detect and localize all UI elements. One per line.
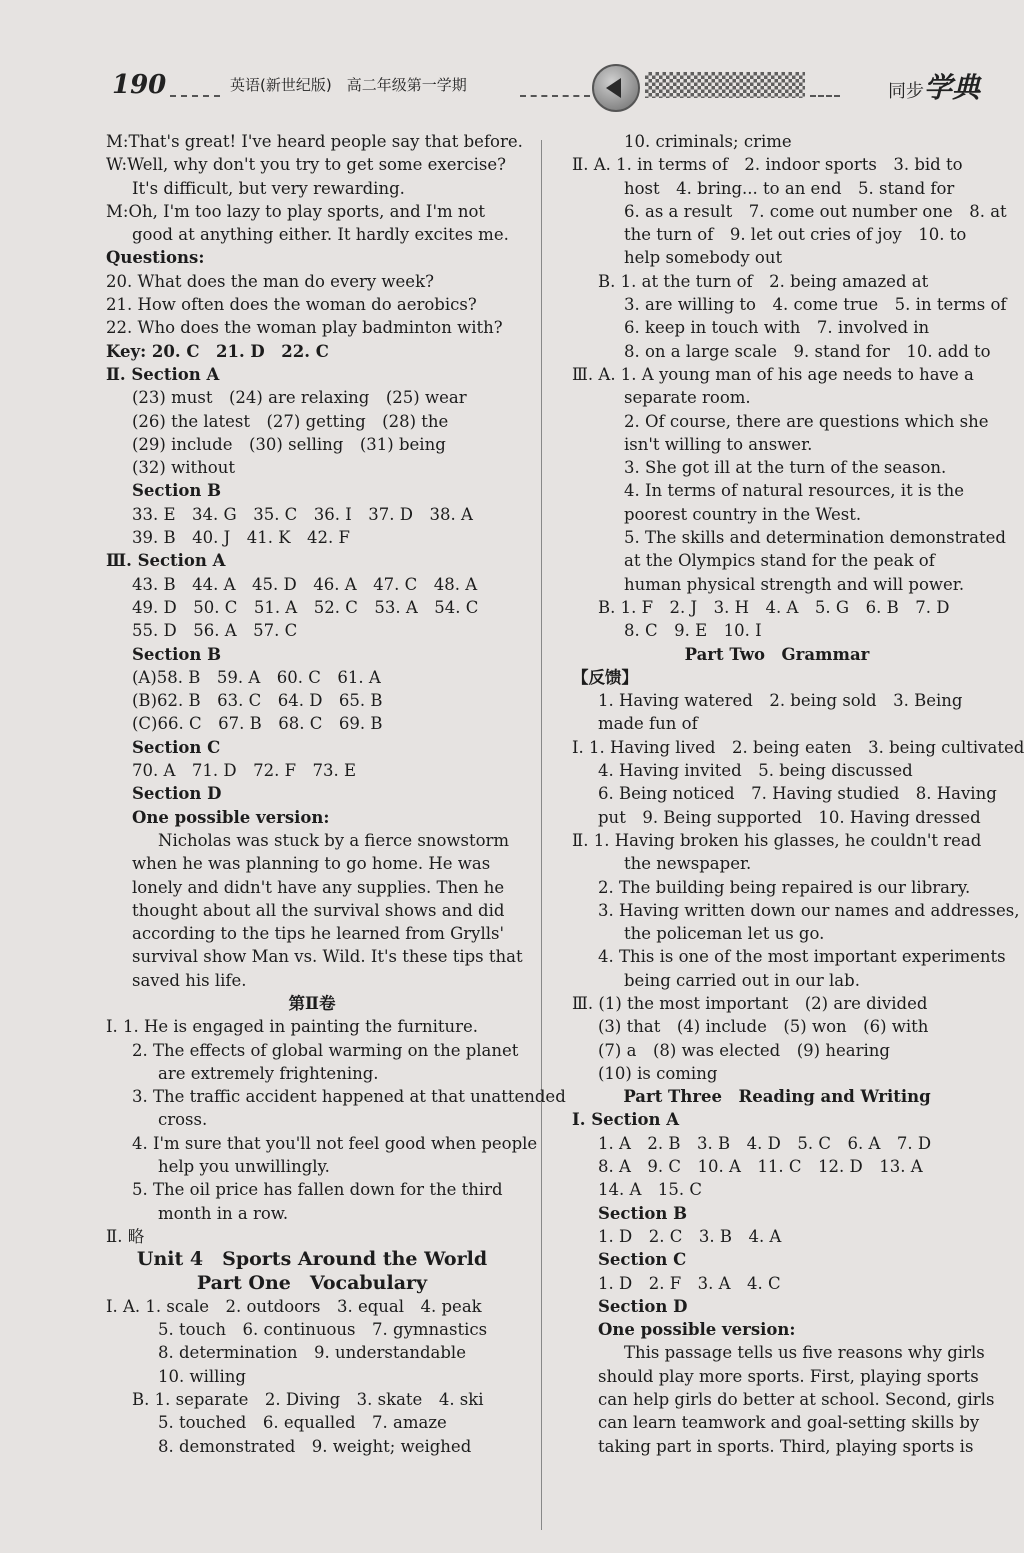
text-line: Section C [598, 1250, 687, 1270]
text-line: Section D [132, 784, 222, 804]
text-line: Section B [598, 1203, 688, 1223]
header-rule [810, 95, 840, 97]
book-subject: 英语(新世纪版) 高二年级第一学期 [230, 76, 467, 94]
text-line: 6. keep in touch with 7. involved in [624, 318, 930, 338]
text-line: W:Well, why don't you try to get some exercise? [106, 155, 506, 175]
text-line: M:That's great! I've heard people say that before. [106, 132, 523, 151]
text-line: 3. She got ill at the turn of the season. [624, 458, 947, 478]
text-line: Ⅱ. Section A [106, 364, 220, 384]
text-line: (26) the latest (27) getting (28) the [132, 411, 449, 431]
text-line: 8. C 9. E 10. I [624, 621, 762, 641]
text-line: (3) that (4) include (5) won (6) with [598, 1017, 929, 1037]
header-rule [520, 95, 590, 97]
text-line: (32) without [132, 458, 235, 478]
text-line: can help girls do better at school. Second, girls [598, 1390, 995, 1410]
text-line: This passage tells us five reasons why girls [624, 1343, 985, 1363]
text-line: M:Oh, I'm too lazy to play sports, and I'm not [106, 201, 486, 221]
text-line: B. 1. F 2. J 3. H 4. A 5. G 6. B 7. D [598, 597, 950, 617]
text-line: 5. The skills and determination demonstrated [624, 528, 1006, 548]
text-line: should play more sports. First, playing sports [598, 1366, 979, 1386]
text-line: Section D [598, 1296, 688, 1316]
text-line: good at anything either. It hardly excites me. [132, 225, 509, 245]
text-line: cross. [158, 1110, 208, 1130]
text-line: 5. touch 6. continuous 7. gymnastics [158, 1320, 488, 1340]
text-line: 20. What does the man do every week? [106, 271, 434, 291]
text-line: Ⅱ. 1. Having broken his glasses, he couldn't read [572, 830, 982, 850]
text-line: lonely and didn't have any supplies. Then he [132, 877, 505, 897]
text-line: Ⅰ. Section A [572, 1110, 680, 1130]
checker-pattern-decoration [645, 72, 805, 98]
text-line: 1. Having watered 2. being sold 3. Being [598, 691, 963, 711]
text-line: 1. A 2. B 3. B 4. D 5. C 6. A 7. D [598, 1133, 932, 1153]
text-line: help you unwillingly. [158, 1157, 330, 1177]
text-line: are extremely frightening. [158, 1063, 379, 1083]
text-line: 2. Of course, there are questions which she [624, 411, 989, 431]
text-line: B. 1. at the turn of 2. being amazed at [598, 271, 929, 291]
text-line: separate room. [624, 388, 751, 408]
text-line: (7) a (8) was elected (9) hearing [598, 1040, 890, 1060]
header-rule [170, 95, 220, 97]
text-line: human physical strength and will power. [624, 574, 965, 594]
text-line: poorest country in the West. [624, 504, 862, 524]
text-line: (C)66. C 67. B 68. C 69. B [132, 714, 383, 734]
text-line: 39. B 40. J 41. K 42. F [132, 528, 350, 548]
text-line: (A)58. B 59. A 60. C 61. A [132, 667, 381, 687]
text-line: 2. The building being repaired is our library. [598, 877, 971, 897]
text-line: 第Ⅱ卷 [288, 993, 336, 1013]
text-line: B. 1. separate 2. Diving 3. skate 4. ski [132, 1390, 484, 1410]
text-line: help somebody out [624, 248, 783, 268]
text-line: 1. D 2. C 3. B 4. A [598, 1226, 782, 1246]
text-line: month in a row. [158, 1203, 289, 1223]
text-line: Part Two Grammar [684, 644, 870, 664]
text-line: One possible version: [132, 807, 330, 827]
text-line: 55. D 56. A 57. C [132, 621, 298, 641]
text-line: 4. I'm sure that you'll not feel good when people [132, 1133, 538, 1153]
text-line: 3. The traffic accident happened at that unattended [132, 1087, 566, 1107]
text-line: It's difficult, but very rewarding. [132, 178, 405, 198]
text-line: 21. How often does the woman do aerobics? [106, 295, 477, 315]
text-line: 4. Having invited 5. being discussed [598, 761, 913, 781]
text-line: Unit 4 Sports Around the World [136, 1248, 488, 1271]
page-number: 190 [112, 70, 167, 100]
text-line: Section B [132, 481, 222, 501]
text-line: Section B [132, 644, 222, 664]
text-line: Ⅰ. 1. He is engaged in painting the furniture. [106, 1017, 479, 1037]
text-line: Nicholas was stuck by a fierce snowstorm [158, 830, 510, 850]
text-line: 5. The oil price has fallen down for the third [132, 1180, 503, 1200]
text-line: Questions: [106, 248, 205, 268]
text-line: put 9. Being supported 10. Having dressed [598, 807, 981, 827]
text-line: host 4. bring... to an end 5. stand for [624, 178, 955, 198]
text-line: 1. D 2. F 3. A 4. C [598, 1273, 781, 1293]
text-line: saved his life. [132, 970, 247, 990]
text-line: 8. demonstrated 9. weight; weighed [158, 1436, 472, 1456]
text-line: 2. The effects of global warming on the planet [132, 1040, 519, 1060]
text-line: Ⅰ. 1. Having lived 2. being eaten 3. being cultivated [572, 737, 1024, 757]
text-line: 8. on a large scale 9. stand for 10. add to [624, 341, 991, 361]
text-line: 70. A 71. D 72. F 73. E [132, 761, 357, 781]
text-line: (23) must (24) are relaxing (25) wear [132, 388, 467, 408]
text-line: thought about all the survival shows and did [132, 900, 505, 920]
text-line: Part One Vocabulary [196, 1271, 428, 1294]
text-line: Ⅱ. 略 [106, 1226, 145, 1246]
text-line: 49. D 50. C 51. A 52. C 53. A 54. C [132, 597, 479, 617]
text-line: the turn of 9. let out cries of joy 10. to [624, 225, 967, 245]
text-line: made fun of [598, 714, 698, 734]
text-line: Ⅰ. A. 1. scale 2. outdoors 3. equal 4. peak [106, 1296, 482, 1316]
text-line: Ⅲ. (1) the most important (2) are divided [572, 993, 928, 1013]
text-line: 14. A 15. C [598, 1180, 703, 1200]
page-header [100, 62, 980, 108]
text-line: 3. Having written down our names and addresses, [598, 900, 1020, 920]
text-line: the policeman let us go. [624, 924, 825, 944]
text-line: 【反馈】 [572, 667, 638, 687]
text-line: 10. willing [158, 1366, 246, 1386]
text-line: when he was planning to go home. He was [132, 854, 491, 874]
text-line: 22. Who does the woman play badminton with? [106, 318, 503, 338]
text-line: Key: 20. C 21. D 22. C [106, 341, 329, 361]
text-line: 33. E 34. G 35. C 36. I 37. D 38. A [132, 504, 473, 524]
text-line: according to the tips he learned from Grylls' [132, 924, 505, 944]
text-line: 4. This is one of the most important experiments [598, 947, 1006, 967]
text-line: 6. as a result 7. come out number one 8. at [624, 201, 1007, 221]
text-line: being carried out in our lab. [624, 970, 860, 990]
text-line: isn't willing to answer. [624, 434, 813, 454]
text-line: 8. determination 9. understandable [158, 1343, 466, 1363]
text-line: One possible version: [598, 1320, 796, 1340]
back-arrow-icon [592, 64, 640, 112]
brand-logo: 同步学典 [887, 71, 980, 104]
text-line: 10. criminals; crime [624, 132, 792, 151]
text-line: (10) is coming [598, 1063, 718, 1083]
text-line: Ⅲ. A. 1. A young man of his age needs to have a [572, 364, 974, 384]
right-column [572, 130, 1024, 1458]
column-divider [541, 140, 542, 1530]
text-line: Part Three Reading and Writing [623, 1087, 931, 1107]
text-line: 3. are willing to 4. come true 5. in terms of [624, 295, 1007, 315]
text-line: survival show Man vs. Wild. It's these tips that [132, 947, 523, 967]
text-line: Ⅲ. Section A [106, 551, 226, 571]
text-line: (B)62. B 63. C 64. D 65. B [132, 691, 383, 711]
text-line: 5. touched 6. equalled 7. amaze [158, 1413, 447, 1433]
text-line: can learn teamwork and goal-setting skills by [598, 1413, 980, 1433]
text-line: the newspaper. [624, 854, 752, 874]
text-line: 43. B 44. A 45. D 46. A 47. C 48. A [132, 574, 478, 594]
left-column [106, 130, 566, 1458]
text-line: 8. A 9. C 10. A 11. C 12. D 13. A [598, 1157, 923, 1177]
text-line: taking part in sports. Third, playing sports is [598, 1436, 974, 1456]
text-line: 6. Being noticed 7. Having studied 8. Having [598, 784, 997, 804]
text-line: 4. In terms of natural resources, it is the [624, 481, 964, 501]
text-line: Section C [132, 737, 221, 757]
text-line: (29) include (30) selling (31) being [132, 434, 446, 454]
text-line: at the Olympics stand for the peak of [624, 551, 935, 571]
text-line: Ⅱ. A. 1. in terms of 2. indoor sports 3. bid to [572, 155, 963, 175]
